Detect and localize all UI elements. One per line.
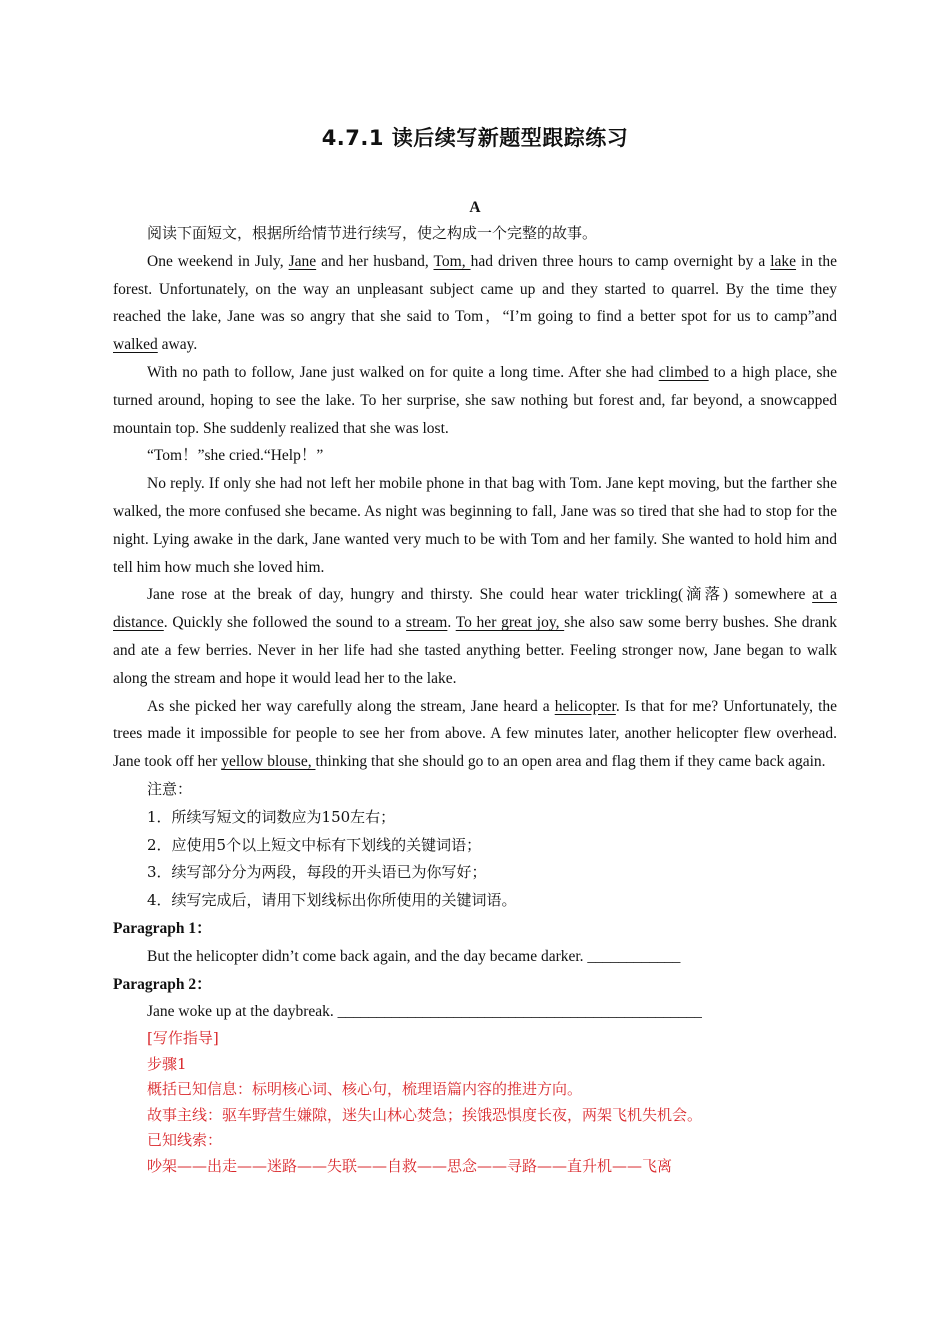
note-item: 3．续写部分分为两段，每段的开头语已为你写好；	[147, 863, 487, 882]
section-label: A	[469, 199, 481, 216]
keyword-underlined: climbed	[658, 363, 709, 381]
keyword-underlined: Jane	[288, 252, 317, 270]
passage-paragraph-2: With no path to follow, Jane just walked on for quite a long time. After she had climbed to a high place, she turned around, hoping to see the lake. To her surprise, she saw nothing but forest and, far beyond, a snowcapped mountain top. She suddenly realized that she was lost.	[113, 363, 837, 437]
paragraph-2-label: Paragraph 2：	[113, 975, 212, 993]
writing-guide-line: 概括已知信息：标明核心词、核心句，梳理语篇内容的推进方向。	[147, 1080, 583, 1099]
page-title: 4.7.1 读后续写新题型跟踪练习	[321, 126, 629, 150]
notes-heading: 注意：	[147, 779, 193, 798]
keyword-underlined: yellow blouse,	[221, 753, 316, 771]
keyword-underlined: at a distance	[113, 586, 837, 632]
keyword-underlined: walked	[113, 336, 158, 354]
instruction-text: 阅读下面短文，根据所给情节进行续写，使之构成一个完整的故事。	[147, 224, 598, 242]
paragraph-1-label: Paragraph 1：	[113, 919, 212, 937]
writing-guide-step: 步骤1	[147, 1054, 187, 1073]
passage-paragraph-5: Jane rose at the break of day, hungry and thirsty. She could hear water trickling(滴落) somewhere at a distance. Quickly she followed the sound to a stream. To her great joy, she also saw some berry bushes. She drank and ate a few berries. Never in her life had she tasted anything better. Feeling stronger now, Jane began to walk along the stream and hope it would lead her to the lake.	[113, 586, 837, 687]
keyword-underlined: Tom,	[433, 252, 471, 270]
note-item: 4．续写完成后，请用下划线标出你所使用的关键词语。	[147, 891, 517, 910]
writing-guide-line: 故事主线：驱车野营生嫌隙，迷失山林心焚急；挨饿恐惧度长夜，两架飞机失机会。	[147, 1105, 703, 1124]
passage-paragraph-1: One weekend in July, Jane and her husband, Tom, had driven three hours to camp overnight by a lake in the forest. Unfortunately, on the way an unpleasant subject came up and they started to quarrel. By the time they reached the lake, Jane was so angry that she said to Tom，“I’m going to find a better spot for us to camp”and walked away.	[113, 252, 838, 354]
keyword-underlined: helicopter	[554, 697, 616, 715]
passage-paragraph-3: “Tom！”she cried.“Help！”	[147, 447, 324, 465]
note-item: 2．应使用5个以上短文中标有下划线的关键词语；	[147, 835, 482, 854]
paragraph-2-prompt: Jane woke up at the daybreak. _______________________________________________	[147, 1003, 702, 1021]
note-item: 1．所续写短文的词数应为150左右；	[147, 807, 396, 826]
passage-paragraph-6: As she picked her way carefully along the stream, Jane heard a helicopter. Is that for me? Unfortunately, the trees made it impossible for people to see her from above. A few minutes later, another helicopter flew overhead. Jane took off her yellow blouse, thinking that she should go to an open area and flag them if they came back again.	[113, 697, 838, 771]
document-body	[113, 196, 837, 1179]
paragraph-1-prompt: But the helicopter didn’t come back again, and the day became darker. ____________	[147, 947, 681, 965]
writing-guide-heading: [写作指导]	[147, 1029, 219, 1048]
writing-guide-line: 已知线索：	[147, 1131, 223, 1150]
keyword-underlined: lake	[770, 252, 797, 270]
passage-paragraph-4: No reply. If only she had not left her mobile phone in that bag with Tom. Jane kept moving, but the farther she walked, the more confused she became. As night was beginning to fall, Jane was so tired that she had to stop for the night. Lying awake in the dark, Jane wanted very much to be with Tom and her family. She wanted to hold him and tell him how much she loved him.	[113, 475, 837, 576]
keyword-underlined: stream	[406, 614, 448, 632]
keyword-underlined: To her great joy,	[455, 614, 565, 632]
writing-guide-line: 吵架——出走——迷路——失联——自救——思念——寻路——直升机——飞离	[147, 1156, 673, 1175]
